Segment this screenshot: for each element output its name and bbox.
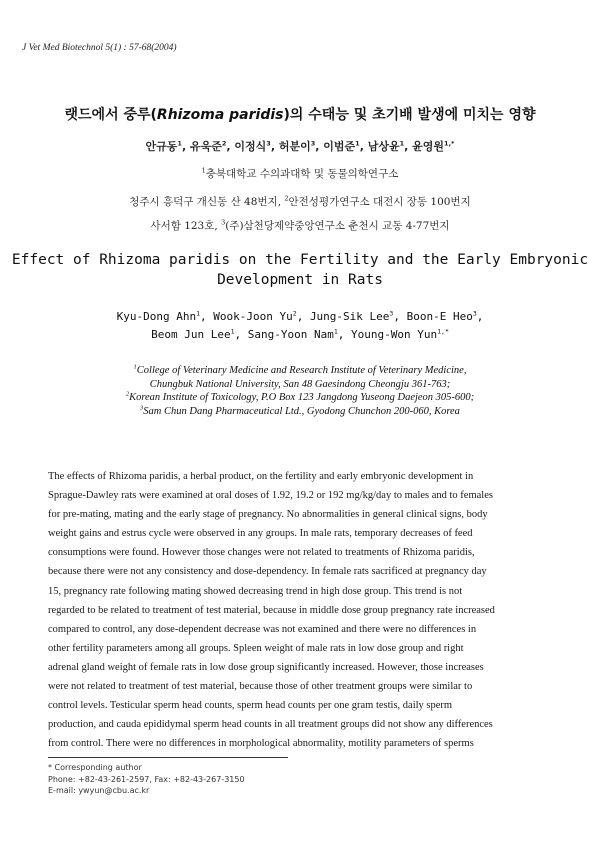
english-author: Beom Jun Lee$^1$ [151, 327, 235, 341]
english-author: Sang-Yoon Nam$^1$ [247, 327, 338, 341]
abstract-line: weight gains and estrus cycle were observed in any groups. In male rats, temporary decreases of feed [48, 528, 473, 540]
korean-title-latin: Rhizoma paridis [156, 107, 284, 123]
abstract-line: Sprague-Dawley rats were examined at oral doses of 1.92, 19.2 or 192 mg/kg/day to males and to females [48, 490, 493, 502]
english-title-line-2: Development in Rats [217, 272, 383, 288]
english-affiliation: $^1$College of Veterinary Medicine and Research Institute of Veterinary Medicine, [133, 363, 467, 376]
korean-authors: 안규동$^1$, 유욱준$^2$, 이정식$^3$, 허분이$^3$, 이범준$^1$, 남상윤$^1$, 윤영원$^{1,*}$ [145, 139, 455, 153]
journal-citation: J Vet Med Biotechnol 5(1) : 57-68(2004) [22, 43, 177, 53]
abstract-line: other fertility parameters among all groups. Spleen weight of male rats in low dose group and right [48, 642, 464, 654]
email: E-mail: ywyun@cbu.ac.kr [48, 786, 150, 795]
english-author: Wook-Joon Yu$^2$ [213, 309, 297, 323]
korean-title-pre: 랫드에서 중루( [64, 107, 157, 123]
english-affiliation: Chungbuk National University, San 48 Gaesindong Cheongju 361-763; [149, 378, 451, 390]
korean-author: 남상윤$^1$ [367, 139, 405, 153]
english-title-line-1: Effect of Rhizoma paridis on the Fertility and the Early Embryonic [11, 252, 589, 268]
english-title [0, 250, 600, 290]
korean-title [0, 104, 600, 124]
abstract-line: control levels. Testicular sperm head counts, sperm head counts per one gram testis, daily sperm [48, 700, 453, 712]
abstract [48, 467, 554, 753]
abstract-line: adrenal gland weight of female rats in low dose group significantly increased. However, those increases [48, 661, 484, 673]
abstract-line: consumptions were found. However those changes were not related to treatments of Rhizoma paridis, [48, 547, 475, 559]
english-author: Young-Won Yun$^{1,*}$ [351, 327, 449, 341]
korean-affiliation-3: 사서함 123호, $^3$(주)삼천당제약중앙연구소 춘천시 교동 4-77번지 [150, 218, 450, 232]
korean-author: 유욱준$^2$ [189, 139, 227, 153]
footnote-divider [48, 757, 288, 758]
english-author: Jung-Sik Lee$^3$ [309, 309, 394, 323]
english-affiliation: $^2$Korean Institute of Toxicology, P.O Box 123 Jangdong Yuseong Daejeon 305-600; [125, 390, 475, 403]
abstract-line: from control. There were no differences in morphological abnormality, motility parameters of sperms [48, 738, 474, 750]
korean-author: 이범준$^1$ [323, 139, 360, 153]
abstract-line: The effects of Rhizoma paridis, a herbal product, on the fertility and early embryonic development in [48, 471, 474, 482]
korean-title-post: )의 수태능 및 초기배 발생에 미치는 영향 [283, 107, 536, 123]
korean-affiliation-1: $^1$충북대학교 수의과대학 및 동물의학연구소 [201, 166, 399, 180]
abstract-line: regarded to be related to treatment of test material, because in middle dose group pregnancy rate increased [48, 604, 495, 616]
abstract-line: because there were not any consistency and dose-dependency. In female rats sacrificed at pregnancy day [48, 566, 487, 578]
abstract-line: production, and cauda epididymal sperm head counts in all treatment groups did not show any differences [48, 719, 493, 731]
footnote [48, 762, 245, 797]
english-author: Boon-E Heo$^3$ [406, 309, 477, 323]
abstract-line: 15, pregnancy rate following mating showed decreasing trend in high dose group. This trend is not [48, 585, 463, 597]
korean-author: 이정식$^3$ [234, 139, 271, 153]
korean-author: 허분이$^3$ [278, 139, 316, 153]
english-affiliation: $^3$Sam Chun Dang Pharmaceutical Ltd., Gyodong Chunchon 200-060, Korea [140, 404, 460, 417]
english-authors-line-1: Kyu-Dong Ahn$^1$, Wook-Joon Yu$^2$, Jung-Sik Lee$^3$, Boon-E Heo$^3$, [116, 309, 484, 323]
phone-fax: Phone: +82-43-261-2597, Fax: +82-43-267-3150 [48, 774, 245, 784]
korean-affiliation-2: 청주시 흥덕구 개신동 산 48번지, $^2$안전성평가연구소 대전시 장동 100번지 [129, 194, 471, 208]
abstract-line: compared to control, any dose-dependent decrease was not examined and there were no differences in [48, 623, 477, 635]
corresponding-author: * Corresponding author [48, 763, 142, 772]
korean-author: 윤영원$^{1,*}$ [412, 139, 455, 153]
abstract-line: for pre-mating, mating and the early stage of pregnancy. No abnormalities in general clinical signs, body [48, 509, 488, 521]
english-authors-line-2: Beom Jun Lee$^1$, Sang-Yoon Nam$^1$, Young-Won Yun$^{1,*}$ [151, 327, 449, 341]
abstract-line: were not related to treatment of test material, because those of other treatment groups were similar to [48, 681, 473, 693]
korean-author: 안규동$^1$ [145, 139, 182, 153]
english-authors [0, 308, 600, 344]
english-affiliations [0, 364, 600, 418]
english-author: Kyu-Dong Ahn$^1$ [116, 309, 201, 323]
